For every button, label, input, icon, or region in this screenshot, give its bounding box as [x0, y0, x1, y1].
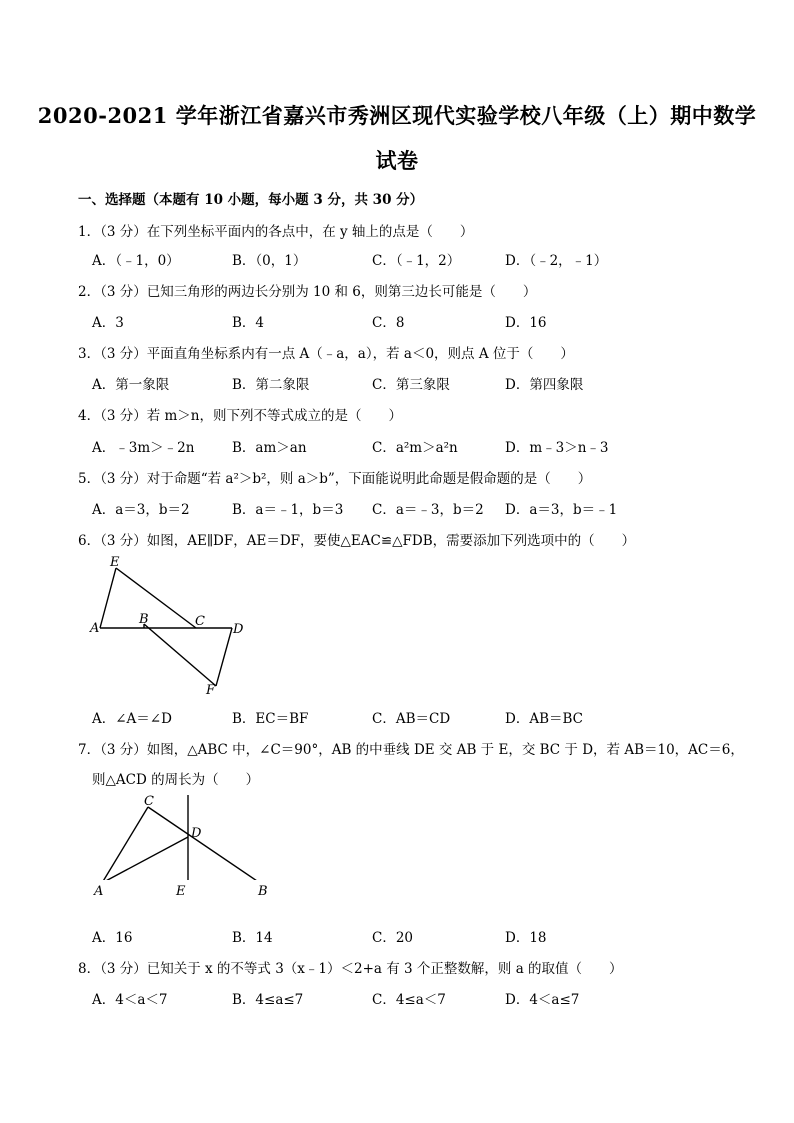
question-4-option-d: D．m﹣3＞n﹣3	[505, 440, 609, 456]
question-5-option-d: D．a＝3，b＝﹣1	[505, 502, 618, 518]
fig6-label-e: E	[110, 555, 120, 570]
question-2-option-b: B．4	[232, 315, 265, 331]
question-3-option-d: D．第四象限	[505, 377, 584, 393]
section-heading: 一、选择题（本题有 10 小题，每小题 3 分，共 30 分）	[78, 192, 424, 208]
fig6-label-a: A	[90, 621, 100, 636]
question-2-option-a: A．3	[92, 315, 124, 331]
fig6-label-b: B	[139, 612, 149, 627]
fig6-label-d: D	[233, 622, 244, 637]
question-2-option-c: C．8	[372, 315, 405, 331]
question-5-stem: 5．（3 分）对于命题“若 a²＞b²，则 a＞b”，下面能说明此命题是假命题的是（ ）	[78, 471, 592, 487]
title-line-1: 2020-2021 学年浙江省嘉兴市秀洲区现代实验学校八年级（上）期中数学	[37, 103, 757, 128]
question-6-option-b: B．EC＝BF	[232, 711, 309, 727]
question-5-option-a: A．a＝3，b＝2	[92, 502, 190, 518]
question-1-option-d: D．（﹣2，﹣1）	[505, 253, 608, 269]
question-5-option-b: B．a＝﹣1，b＝3	[232, 502, 344, 518]
question-3-option-a: A．第一象限	[92, 377, 170, 393]
question-6-option-d: D．AB＝BC	[505, 711, 583, 727]
question-7-option-a: A．16	[92, 930, 133, 946]
question-2-stem: 2．（3 分）已知三角形的两边长分别为 10 和 6，则第三边长可能是（ ）	[78, 284, 537, 300]
question-1-stem: 1．（3 分）在下列坐标平面内的各点中，在 y 轴上的点是（ ）	[78, 224, 474, 240]
question-7-option-d: D．18	[505, 930, 547, 946]
question-1-option-a: A．（﹣1，0）	[92, 253, 180, 269]
question-7-stem-line-2: 则△ACD 的周长为（ ）	[92, 772, 260, 788]
question-5-option-c: C．a＝﹣3，b＝2	[372, 502, 484, 518]
fig7-label-e: E	[176, 884, 186, 899]
question-3-option-c: C．第三象限	[372, 377, 450, 393]
fig7-label-d: D	[191, 826, 202, 841]
question-7-stem: 7．（3 分）如图，△ABC 中，∠C＝90°，AB 的中垂线 DE 交 AB 于 E，交 BC 于 D，若 AB＝10，AC＝6，	[78, 742, 744, 758]
question-4-option-b: B．am＞an	[232, 440, 307, 456]
question-8-option-b: B．4≤a≤7	[232, 992, 304, 1008]
question-7-option-c: C．20	[372, 930, 414, 946]
question-1-option-b: B．（0，1）	[232, 253, 307, 269]
question-2-option-d: D．16	[505, 315, 547, 331]
question-7-option-b: B．14	[232, 930, 273, 946]
fig6-label-c: C	[195, 614, 205, 629]
fig6-label-f: F	[206, 683, 216, 698]
fig7-label-a: A	[94, 884, 104, 899]
question-7-figure	[88, 795, 278, 880]
question-7-figure-labels	[88, 880, 278, 900]
question-3-stem: 3．（3 分）平面直角坐标系内有一点 A（﹣a，a），若 a＜0，则点 A 位于（ ）	[78, 346, 574, 362]
question-1-option-c: C．（﹣1，2）	[372, 253, 461, 269]
question-3-option-b: B．第二象限	[232, 377, 310, 393]
question-8-stem: 8．（3 分）已知关于 x 的不等式 3（x﹣1）＜2+a 有 3 个正整数解，则 a 的取值（ ）	[78, 961, 623, 977]
question-4-option-c: C．a²m＞a²n	[372, 440, 458, 456]
question-4-stem: 4．（3 分）若 m＞n，则下列不等式成立的是（ ）	[78, 408, 403, 424]
question-8-option-c: C．4≤a＜7	[372, 992, 446, 1008]
title-line-2: 试卷	[375, 148, 419, 173]
question-8-option-a: A．4＜a＜7	[92, 992, 168, 1008]
question-6-stem: 6．（3 分）如图，AE∥DF，AE＝DF，要使△EAC≌△FDB，需要添加下列选项中的（ ）	[78, 533, 636, 549]
question-4-option-a: A．﹣3m＞﹣2n	[92, 440, 195, 456]
fig7-label-b: B	[258, 884, 268, 899]
question-6-option-c: C．AB＝CD	[372, 711, 451, 727]
question-8-option-d: D．4＜a≤7	[505, 992, 580, 1008]
fig7-label-c: C	[144, 795, 154, 809]
question-6-figure	[88, 552, 258, 700]
question-6-option-a: A．∠A＝∠D	[92, 711, 172, 727]
